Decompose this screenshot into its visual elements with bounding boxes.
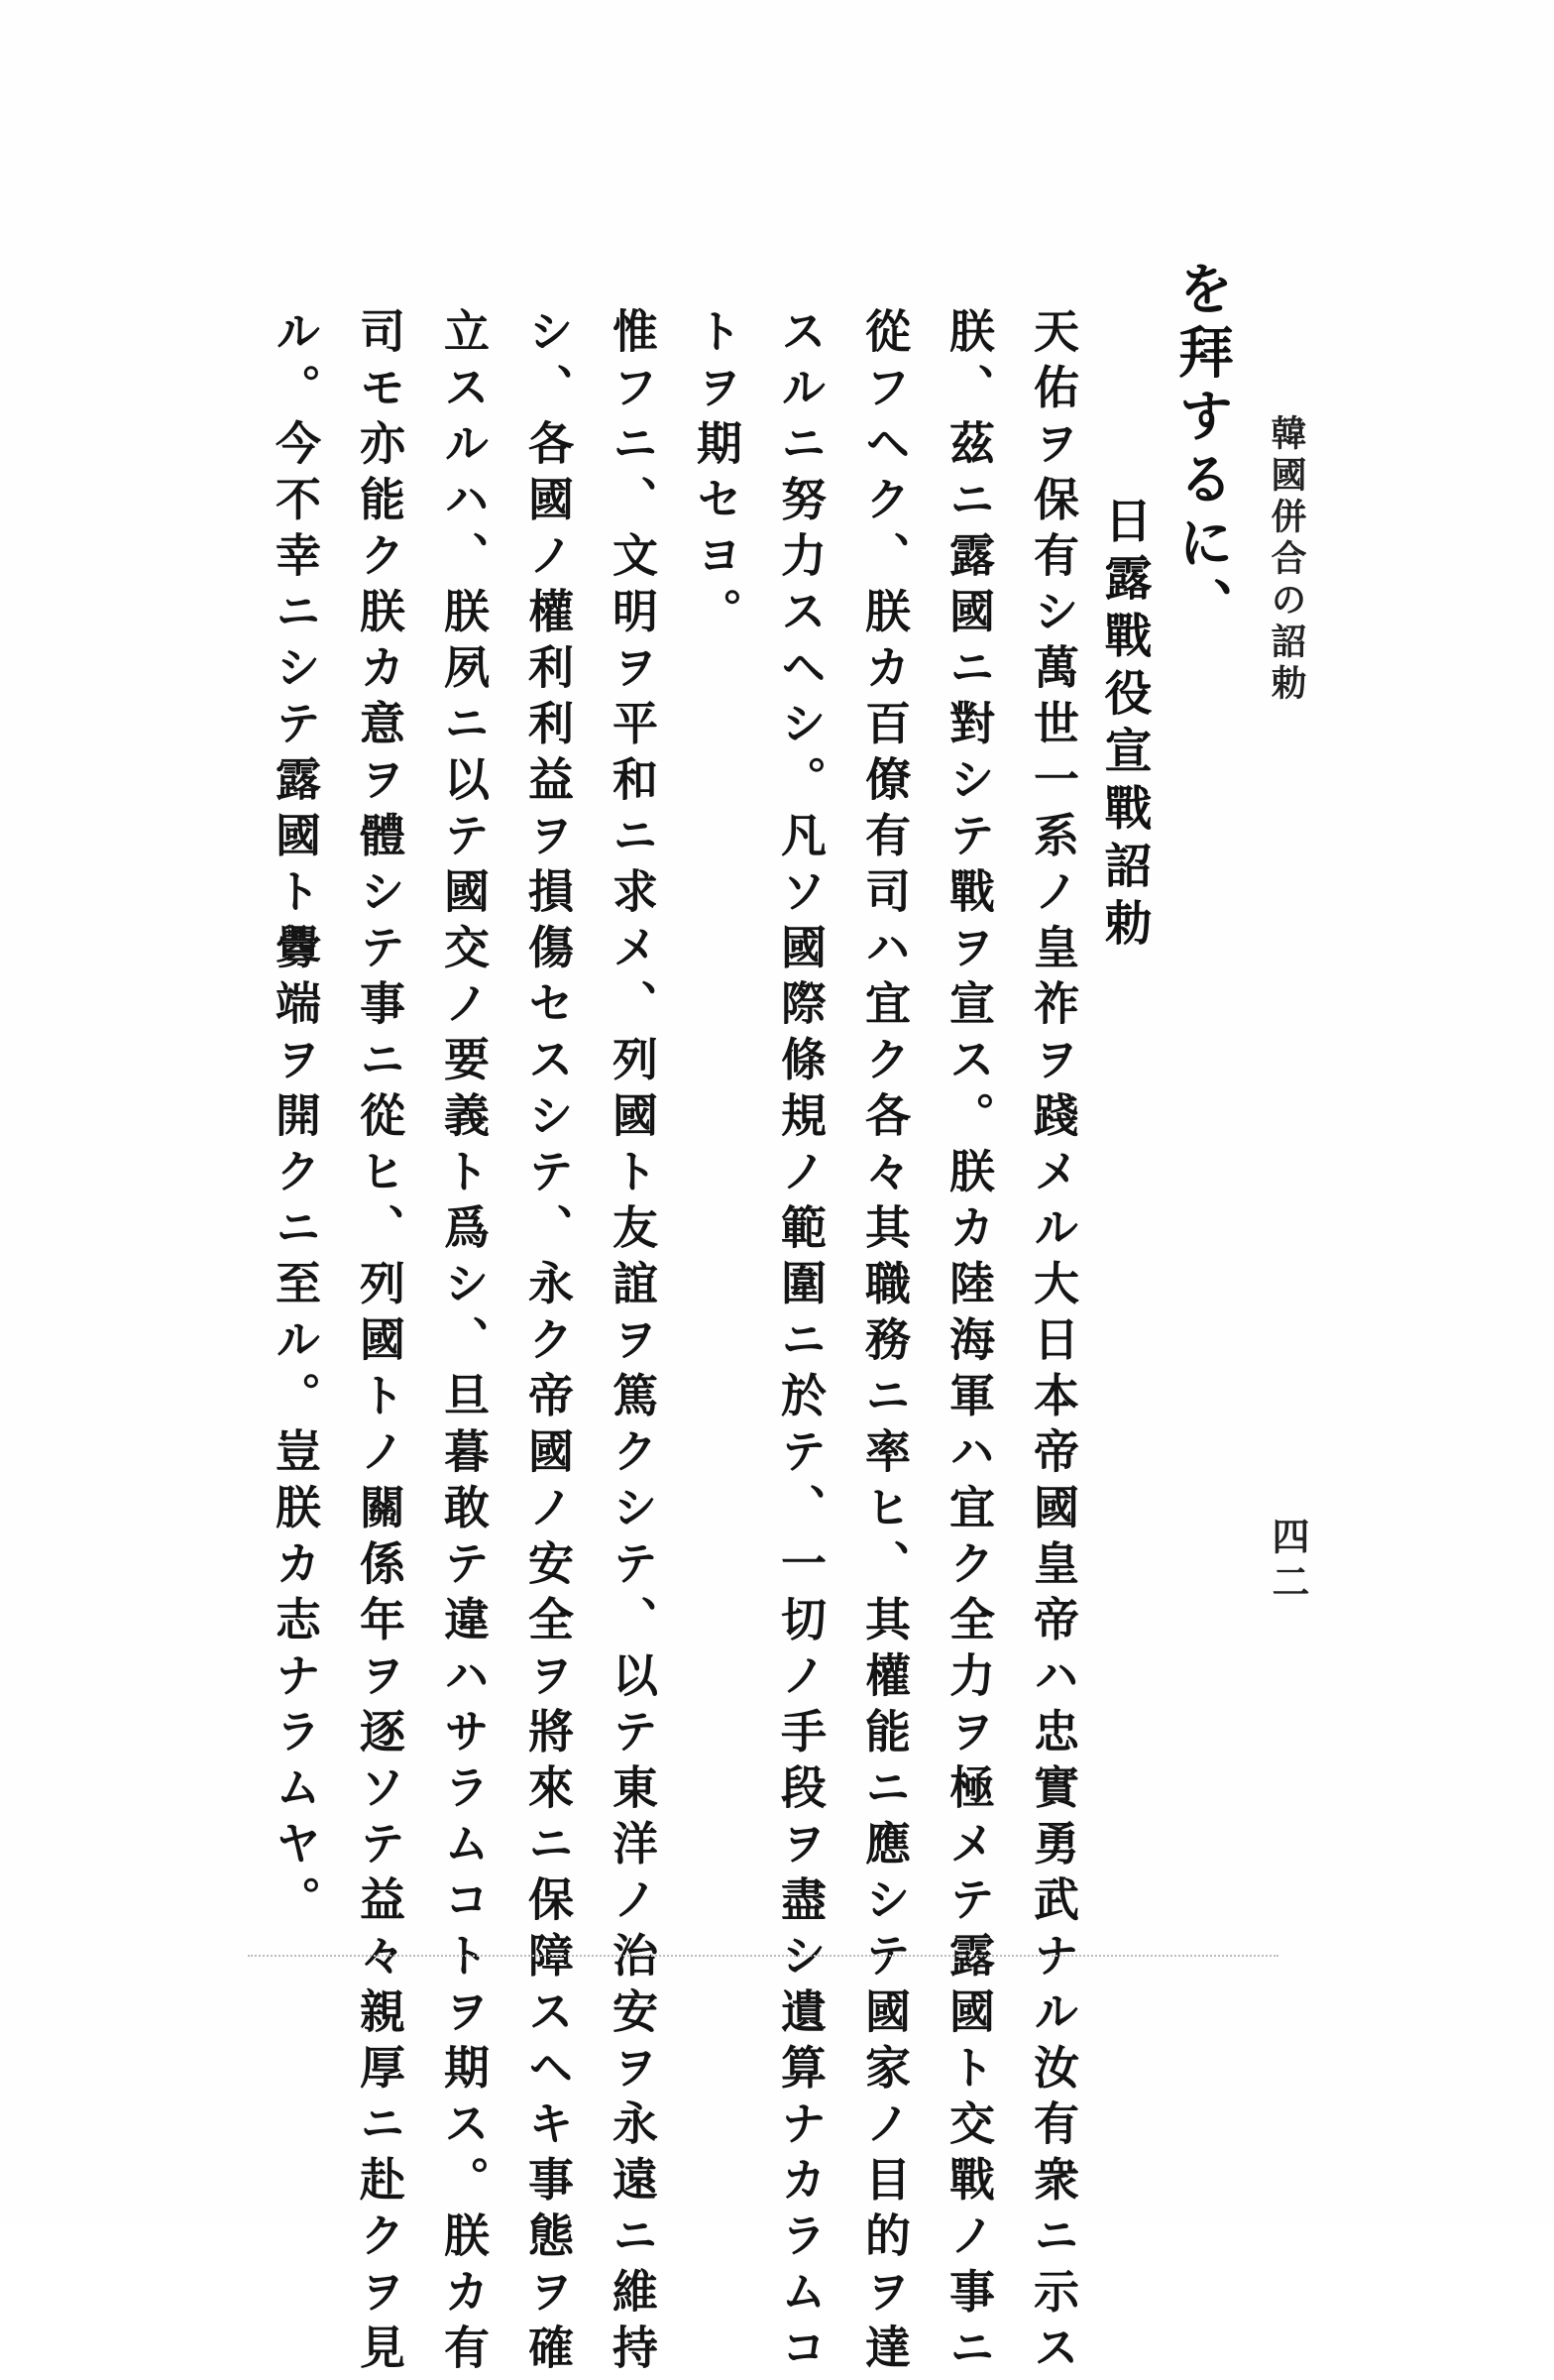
rescript-heading: 日露戰役宣戰詔勅	[1096, 496, 1152, 956]
body-line-4: スルニ努力スヘシ。凡ソ國際條規ノ範圍ニ於テ、一切ノ手段ヲ盡シ遺算ナカラムコ	[774, 307, 828, 2380]
body-line-2: 朕、茲ニ露國ニ對シテ戰ヲ宣ス。朕カ陸海軍ハ宜ク全力ヲ極メテ露國ト交戰ノ事ニ	[943, 307, 996, 2380]
body-line-6: 惟フニ、文明ヲ平和ニ求メ、列國ト友誼ヲ篤クシテ、以テ東洋ノ治安ヲ永遠ニ維持	[606, 307, 659, 2380]
page-number: 四二	[1266, 1517, 1310, 1608]
intro-line: を拜するに、	[1169, 260, 1235, 640]
body-line-1: 天佑ヲ保有シ萬世一系ノ皇祚ヲ踐メル大日本帝國皇帝ハ忠實勇武ナル汝有衆ニ示ス	[1027, 307, 1080, 2380]
body-line-9: 司モ亦能ク朕カ意ヲ體シテ事ニ從ヒ、列國トノ關係年ヲ逐ソテ益々親厚ニ赴クヲ見	[353, 307, 406, 2380]
bottom-print-rule	[248, 1955, 1278, 1957]
body-line-7: シ、各國ノ權利利益ヲ損傷セスシテ、永ク帝國ノ安全ヲ將來ニ保障スヘキ事態ヲ確	[521, 307, 575, 2380]
body-line-10: ル。今不幸ニシテ露國ト釁端ヲ開クニ至ル。豈朕カ志ナラムヤ。	[269, 307, 322, 1932]
body-line-5: トヲ期セヨ。	[690, 307, 743, 643]
body-line-8: 立スルハ、朕夙ニ以テ國交ノ要義ト爲シ、旦暮敢テ違ハサラムコトヲ期ス。朕カ有	[437, 307, 491, 2380]
running-head: 韓國併合の詔勅	[1266, 414, 1307, 706]
body-line-3: 從フヘク、朕カ百僚有司ハ宜ク各々其職務ニ率ヒ、其權能ニ應シテ國家ノ目的ヲ達	[858, 307, 912, 2380]
